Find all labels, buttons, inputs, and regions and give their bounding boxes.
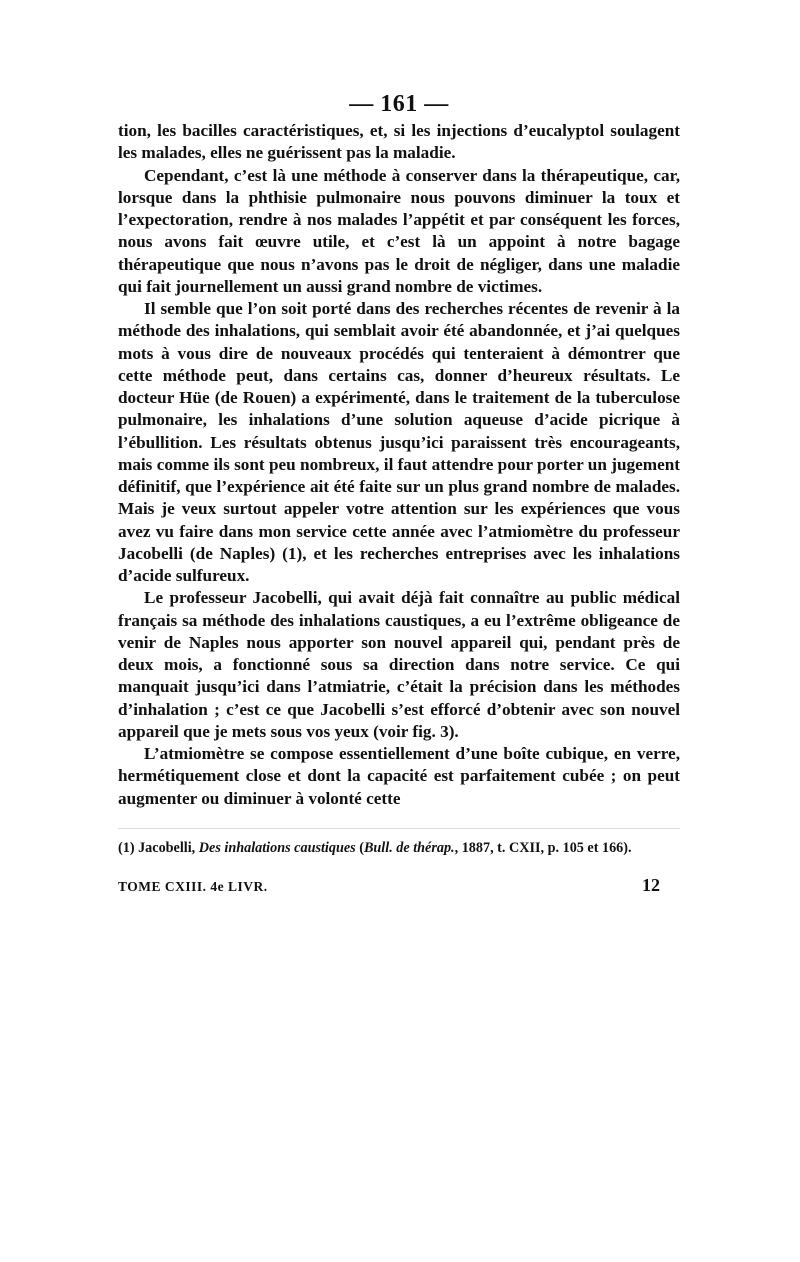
footnote-title: Des inhalations caustiques <box>198 839 356 856</box>
paragraph-1: tion, les bacilles caractéristiques, et, si les injections d’eucalyptol soulagent les malades, elles ne guérissent pas la maladie. <box>118 121 680 163</box>
book-page <box>118 90 680 1200</box>
footnote-middle: ( <box>355 839 364 856</box>
signature-number: 12 <box>642 874 660 895</box>
paragraph-3: Il semble que l’on soit porté dans des recherches récentes de revenir à la méthode des inhalations, qui semblait avoir été abandonnée, et j’ai quelques mots à vous dire de nouveaux procédés qui tenteraient à démontrer que cette méthode peut, dans certains cas, donner d’heureux résultats. Le docteur Hüe (de Rouen) a expérimenté, dans le traitement de la tuberculose pulmonaire, les inhalations d’une solution aqueuse d’acide picrique à l’ébullition. Les résultats obtenus jusqu’ici paraissent très encourageants, mais comme ils sont peu nombreux, il faut attendre pour porter un jugement définitif, que l’expérience ait été faite sur un plus grand nombre de malades. Mais je veux surtout appeler votre attention sur les expériences que vous avez vu faire dans mon service cette année avec l’atmiomètre du professeur Jacobelli (de Naples) (1), et les recherches entreprises avec les inhalations d’acide sulfureux. <box>118 299 680 585</box>
paragraph-5: L’atmiomètre se compose essentiellement d’une boîte cubique, en verre, hermétiquement close et dont la capacité est parfaitement cubée ; on peut augmenter ou diminuer à volonté cette <box>118 744 680 808</box>
footnote-journal: Bull. de thérap. <box>363 839 455 856</box>
printer-signature <box>118 875 680 896</box>
paragraph-4: Le professeur Jacobelli, qui avait déjà fait connaître au public médical français sa méthode des inhalations caustiques, a eu l’extrême obligeance de venir de Naples nous apporter son nouvel appareil qui, pendant près de deux mois, a fonctionné sous sa direction dans notre service. Ce qui manquait jusqu’ici dans l’atmiatrie, c’était la précision dans les méthodes d’inhalation ; c’est ce que Jacobelli s’est efforcé d’obtenir avec son nouvel appareil que je mets sous vos yeux (voir fig. 3). <box>118 588 680 741</box>
footnote-prefix: (1) Jacobelli, <box>118 839 199 856</box>
footnote-suffix: , 1887, t. CXII, p. 105 et 166). <box>454 839 632 856</box>
page-number: — 161 — <box>349 91 449 117</box>
footnote-divider <box>118 828 680 829</box>
footnote <box>118 839 680 857</box>
signature-label: TOME CXIII. 4e LIVR. <box>118 878 268 894</box>
paragraph-2: Cependant, c’est là une méthode à conserver dans la thérapeutique, car, lorsque dans la phthisie pulmonaire nous pouvons diminuer la toux et l’expectoration, rendre à nos malades l’appétit et par conséquent les forces, nous avons fait œuvre utile, et c’est là un appoint à notre bagage thérapeutique que nous n’avons pas le droit de négliger, dans une maladie qui fait journellement un aussi grand nombre de victimes. <box>118 165 680 296</box>
